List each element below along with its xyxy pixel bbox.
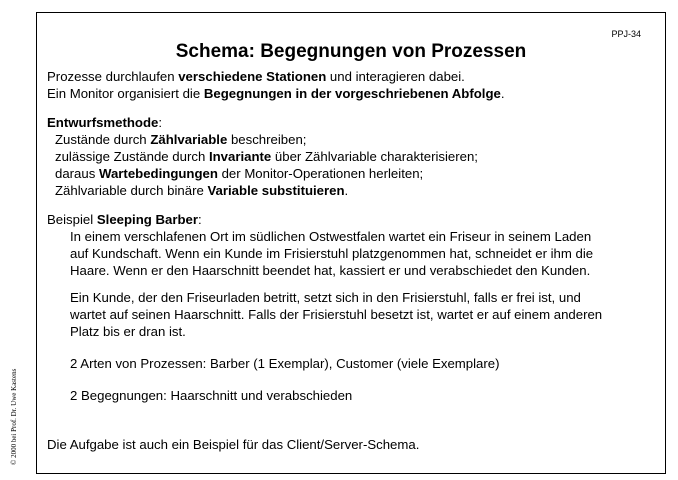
example-para-1: [47, 228, 659, 279]
method-line-1-text: Zustände durch: [55, 132, 151, 147]
method-line-3-tail: der Monitor-Operationen herleiten;: [217, 166, 424, 181]
intro-line-1-text: Prozesse durchlaufen: [47, 69, 179, 84]
method-heading-text: Entwurfsmethode: [47, 115, 159, 130]
method-line-4-text: Zählvariable durch binäre: [55, 183, 208, 198]
method-line-1-tail: beschreiben;: [227, 132, 307, 147]
method-line-3-bold: Wartebedingungen: [99, 166, 218, 181]
example-para-2-line-2: wartet auf seinen Haarschnitt. Falls der Frisierstuhl besetzt ist, wartet er auf einem anderen: [70, 307, 603, 322]
intro-line-1-bold: verschiedene Stationen: [178, 69, 327, 84]
intro-line-1: [47, 68, 659, 85]
example-para-1-line-1: In einem verschlafenen Ort im südlichen Ostwestfalen wartet ein Friseur in seinem Laden: [70, 229, 592, 244]
method-line-2-tail: über Zählvariable charakterisieren;: [271, 149, 478, 164]
footer-note: Die Aufgabe ist auch ein Beispiel für das Client/Server-Schema.: [47, 437, 420, 452]
method-line-2-text: zulässige Zustände durch: [55, 149, 209, 164]
method-block: [47, 114, 659, 199]
method-line-1-bold: Zählvariable: [150, 132, 228, 147]
slide-content: [47, 68, 659, 404]
intro-block: [47, 68, 659, 102]
example-para-3: [47, 355, 659, 372]
intro-line-1-tail: und interagieren dabei.: [326, 69, 465, 84]
intro-line-2-bold: Begegnungen in der vorgeschriebenen Abfolge: [203, 86, 501, 101]
example-heading: [47, 211, 659, 228]
example-para-2-line-3: Platz bis er dran ist.: [70, 324, 186, 339]
example-para-1-line-2: auf Kundschaft. Wenn ein Kunde im Frisierstuhl platzgenommen hat, schneidet er ihm die: [70, 246, 594, 261]
intro-line-2-text: Ein Monitor organisiert die: [47, 86, 204, 101]
method-line-3-text: daraus: [55, 166, 99, 181]
example-para-2: [47, 289, 659, 340]
method-line-4-bold: Variable substituieren: [207, 183, 345, 198]
method-line-4-tail: .: [344, 183, 349, 198]
example-para-4: [47, 387, 659, 404]
slide-frame: [36, 12, 666, 474]
method-line-2: [55, 148, 659, 165]
method-heading: [47, 114, 659, 131]
example-block: [47, 211, 659, 404]
example-prefix: Beispiel: [47, 212, 97, 227]
method-line-3: [55, 165, 659, 182]
example-colon: :: [198, 212, 202, 227]
page-id: PPJ-34: [611, 29, 641, 39]
example-para-1-line-3: Haare. Wenn er den Haarschnitt beendet hat, kassiert er und verabschiedet den Kunden.: [70, 263, 591, 278]
example-para-2-line-1: Ein Kunde, der den Friseurladen betritt, setzt sich in den Frisierstuhl, falls er frei ist, und: [70, 290, 581, 305]
copyright-note: © 2000 bei Prof. Dr. Uwe Kastens: [10, 368, 18, 465]
intro-line-2: [47, 85, 659, 102]
slide-title: Schema: Begegnungen von Prozessen: [175, 41, 527, 62]
method-line-4: [55, 182, 659, 199]
method-line-2-bold: Invariante: [208, 149, 272, 164]
method-list: [47, 131, 659, 199]
method-line-1: [55, 131, 659, 148]
encounters-line: 2 Begegnungen: Haarschnitt und verabschieden: [70, 388, 353, 403]
intro-line-2-tail: .: [500, 86, 505, 101]
example-name: Sleeping Barber: [96, 212, 198, 227]
method-heading-colon: :: [158, 115, 163, 130]
process-types-line: 2 Arten von Prozessen: Barber (1 Exemplar), Customer (viele Exemplare): [70, 356, 500, 371]
